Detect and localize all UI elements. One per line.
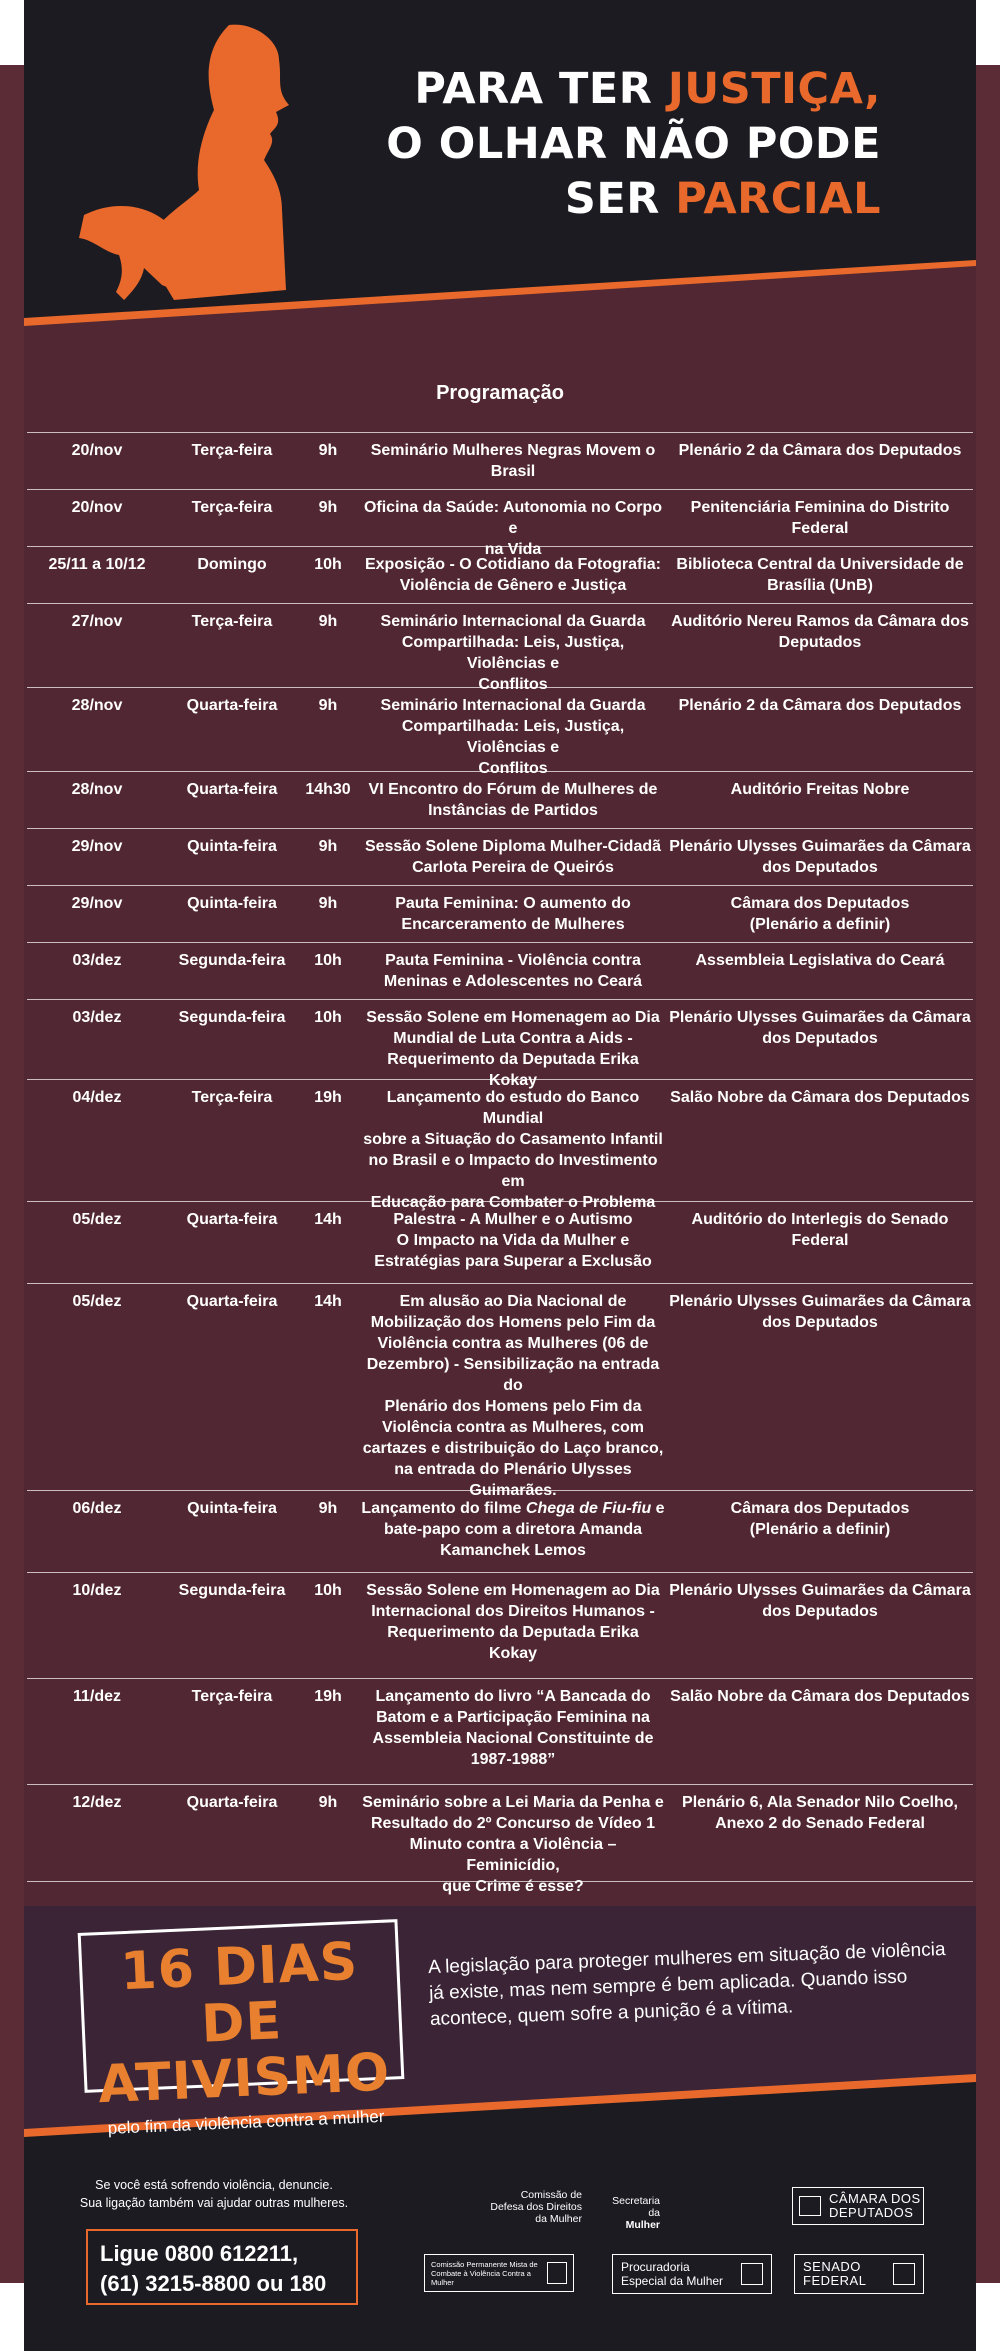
schedule-event: Sessão Solene em Homenagem ao Dia Internacional dos Direitos Humanos - Requerimento da Deputada Erika Kokay bbox=[366, 1582, 660, 1662]
hotline-number-1: 0800 612211, bbox=[158, 2241, 299, 2266]
schedule-date: 11/dez bbox=[72, 1688, 122, 1705]
badge-subtitle: pelo fim da violência contra a mulher bbox=[107, 2106, 385, 2138]
schedule-venue: Auditório Freitas Nobre bbox=[730, 781, 910, 798]
schedule-row bbox=[27, 1202, 973, 1284]
schedule-date: 29/nov bbox=[71, 895, 123, 912]
schedule-event: Lançamento do estudo do Banco Mundial sobre a Situação do Casamento Infantil no Brasil e o Impacto do Investimento em Educação para Combater o Problema bbox=[363, 1089, 663, 1211]
schedule-time: 9h bbox=[318, 613, 338, 630]
schedule-event: Oficina da Saúde: Autonomia no Corpo e na Vida bbox=[363, 499, 663, 558]
schedule-event: Pauta Feminina: O aumento do Encarceramento de Mulheres bbox=[395, 895, 631, 933]
schedule-date: 12/dez bbox=[72, 1794, 122, 1811]
schedule-venue: Plenário Ulysses Guimarães da Câmara dos Deputados bbox=[669, 838, 971, 876]
schedule-weekday: Terça-feira bbox=[191, 1688, 273, 1705]
logo-comissao-mista bbox=[424, 2254, 574, 2292]
schedule-time: 14h bbox=[314, 1293, 342, 1310]
schedule-row bbox=[27, 1679, 973, 1785]
schedule-time: 9h bbox=[318, 442, 338, 459]
schedule-venue: Câmara dos Deputados (Plenário a definir) bbox=[730, 895, 910, 933]
schedule-time: 9h bbox=[318, 838, 338, 855]
schedule-venue: Auditório Nereu Ramos da Câmara dos Deputados bbox=[671, 613, 969, 651]
logo-procuradoria-text: Procuradoria Especial da Mulher bbox=[621, 2260, 724, 2288]
program-title: Programação bbox=[436, 382, 564, 404]
help-line-1: Se você está sofrendo violência, denuncie. bbox=[95, 2178, 333, 2192]
schedule-event: VI Encontro do Fórum de Mulheres de Instâncias de Partidos bbox=[368, 781, 658, 819]
senado-emblem-icon bbox=[893, 2263, 915, 2285]
schedule-event bbox=[359, 1498, 667, 1572]
schedule-row bbox=[27, 1000, 973, 1089]
schedule-weekday: Segunda-feira bbox=[178, 952, 286, 969]
schedule-event-part: Lançamento do filme bbox=[361, 1500, 526, 1517]
schedule-row bbox=[27, 772, 973, 829]
schedule-event: Seminário Internacional da Guarda Compartilhada: Leis, Justiça, Violências e Conflitos bbox=[380, 613, 646, 693]
schedule-weekday: Terça-feira bbox=[191, 442, 273, 459]
help-line-2: Sua ligação também vai ajudar outras mulheres. bbox=[79, 2196, 349, 2210]
hotline-box bbox=[86, 2229, 358, 2305]
schedule-event: Pauta Feminina - Violência contra Meninas e Adolescentes no Ceará bbox=[383, 952, 643, 990]
schedule-row bbox=[27, 1573, 973, 1679]
campaign-message: A legislação para proteger mulheres em situação de violência já existe, mas nem sempre é bem aplicada. Quando isso acontece, quem sofre a punição é a vítima. bbox=[427, 1939, 946, 2031]
schedule-time: 9h bbox=[318, 895, 338, 912]
hotline-call-label: Ligue bbox=[100, 2241, 159, 2266]
schedule-weekday: Quarta-feira bbox=[186, 1211, 278, 1228]
schedule-venue: Assembleia Legislativa do Ceará bbox=[695, 952, 945, 969]
schedule-venue: Biblioteca Central da Universidade de Brasília (UnB) bbox=[676, 556, 964, 594]
logo-procuradoria-mulher bbox=[612, 2254, 772, 2294]
schedule-venue: Auditório do Interlegis do Senado Federal bbox=[691, 1211, 949, 1249]
schedule-venue: Câmara dos Deputados (Plenário a definir) bbox=[730, 1500, 910, 1538]
logo-secretaria-line2: Mulher bbox=[625, 2219, 660, 2231]
schedule-row bbox=[27, 604, 973, 693]
schedule-row bbox=[27, 1491, 973, 1573]
schedule-venue: Plenário Ulysses Guimarães da Câmara dos Deputados bbox=[669, 1009, 971, 1047]
schedule-row bbox=[27, 1785, 973, 1895]
badge-title-line2: ATIVISMO bbox=[96, 2042, 392, 2116]
campaign-footer bbox=[24, 1906, 976, 2351]
headline-line3-a: SER bbox=[564, 174, 676, 224]
logo-camara-deputados bbox=[792, 2187, 924, 2225]
schedule-time: 9h bbox=[318, 1500, 338, 1517]
schedule-venue: Plenário 2 da Câmara dos Deputados bbox=[678, 697, 962, 714]
schedule-event-film-title: Chega de Fiu-fiu bbox=[525, 1500, 652, 1517]
schedule-date: 05/dez bbox=[72, 1293, 122, 1310]
side-band-right bbox=[976, 65, 1000, 2283]
schedule-row bbox=[27, 490, 973, 558]
headline bbox=[321, 62, 881, 227]
logo-senado-text: SENADO FEDERAL bbox=[803, 2259, 867, 2288]
logo-camara-text: CÂMARA DOS DEPUTADOS bbox=[829, 2191, 921, 2220]
schedule-time: 19h bbox=[314, 1089, 342, 1106]
schedule-weekday: Quarta-feira bbox=[186, 697, 278, 714]
schedule-date: 10/dez bbox=[72, 1582, 122, 1599]
logo-comissao-defesa-mulher: Comissão de Defesa dos Direitos da Mulher bbox=[490, 2189, 582, 2225]
schedule-row bbox=[27, 688, 973, 777]
schedule-row bbox=[27, 1284, 973, 1499]
schedule-event: Lançamento do livro “A Bancada do Batom e a Participação Feminina na Assembleia Nacional Constituinte de 1987-1988” bbox=[372, 1688, 654, 1768]
badge-title-line1: 16 DIAS DE bbox=[119, 1931, 360, 2055]
schedule-date: 06/dez bbox=[72, 1500, 122, 1517]
schedule-date: 04/dez bbox=[72, 1089, 122, 1106]
procuradoria-emblem-icon bbox=[741, 2263, 763, 2285]
schedule-row bbox=[27, 1080, 973, 1211]
schedule-date: 03/dez bbox=[72, 1009, 122, 1026]
schedule-weekday: Quarta-feira bbox=[186, 781, 278, 798]
schedule-time: 14h bbox=[314, 1211, 342, 1228]
schedule-event: Exposição - O Cotidiano da Fotografia: Violência de Gênero e Justiça bbox=[364, 556, 661, 594]
sixteen-days-badge bbox=[78, 1919, 405, 2138]
schedule-event: Em alusão ao Dia Nacional de Mobilização dos Homens pelo Fim da Violência contra as Mulheres (06 de Dezembro) - Sensibilização na entrada do Plenário dos Homens pelo Fim da Violência contra as Mulheres, com cartazes e distribuição do Laço branco, na entrada do Plenário Ulysses Guimarães. bbox=[362, 1293, 664, 1499]
schedule-venue: Salão Nobre da Câmara dos Deputados bbox=[670, 1089, 970, 1106]
schedule-weekday: Quinta-feira bbox=[187, 1500, 277, 1517]
schedule-venue: Plenário 2 da Câmara dos Deputados bbox=[678, 442, 962, 459]
schedule-event: Seminário Internacional da Guarda Compartilhada: Leis, Justiça, Violências e Conflitos bbox=[380, 697, 646, 777]
schedule-date: 28/nov bbox=[71, 781, 123, 798]
cmcvm-emblem-icon bbox=[547, 2262, 567, 2284]
logo-secretaria-line1: Secretaria da bbox=[612, 2195, 660, 2219]
hotline-number-2: (61) 3215-8800 ou 180 bbox=[100, 2271, 327, 2296]
logo-secretaria-mulher bbox=[600, 2195, 660, 2231]
schedule-time: 9h bbox=[318, 1794, 338, 1811]
schedule-time: 9h bbox=[318, 499, 338, 516]
schedule-row bbox=[27, 943, 973, 1000]
schedule-weekday: Domingo bbox=[197, 556, 267, 573]
schedule-time: 10h bbox=[314, 952, 342, 969]
schedule-date: 29/nov bbox=[71, 838, 123, 855]
schedule-event: Sessão Solene Diploma Mulher-Cidadã Carlota Pereira de Queirós bbox=[364, 838, 662, 876]
schedule-weekday: Quinta-feira bbox=[187, 838, 277, 855]
schedule-weekday: Quarta-feira bbox=[186, 1293, 278, 1310]
schedule-weekday: Terça-feira bbox=[191, 613, 273, 630]
headline-line1-a: PARA TER bbox=[414, 64, 668, 114]
schedule-time: 10h bbox=[314, 1009, 342, 1026]
headline-line1-b: JUSTIÇA, bbox=[667, 64, 881, 114]
schedule-date: 28/nov bbox=[71, 697, 123, 714]
schedule-row bbox=[27, 886, 973, 943]
schedule-venue: Salão Nobre da Câmara dos Deputados bbox=[670, 1688, 970, 1705]
schedule-date: 27/nov bbox=[71, 613, 123, 630]
schedule-date: 20/nov bbox=[71, 442, 123, 459]
side-band-left bbox=[0, 65, 24, 2283]
schedule-weekday: Quinta-feira bbox=[187, 895, 277, 912]
schedule-row bbox=[27, 829, 973, 886]
schedule-row bbox=[27, 547, 973, 604]
schedule-row bbox=[27, 433, 973, 490]
schedule-time: 10h bbox=[314, 556, 342, 573]
schedule-time: 14h30 bbox=[305, 781, 351, 798]
schedule-weekday: Segunda-feira bbox=[178, 1009, 286, 1026]
schedule-event-part: e bate-papo com a diretora Amanda Kamanchek Lemos bbox=[383, 1500, 665, 1559]
logo-senado-federal bbox=[794, 2254, 924, 2294]
schedule-weekday: Quarta-feira bbox=[186, 1794, 278, 1811]
schedule-weekday: Segunda-feira bbox=[178, 1582, 286, 1599]
schedule-time: 19h bbox=[314, 1688, 342, 1705]
schedule-event: Seminário Mulheres Negras Movem o Brasil bbox=[370, 442, 656, 480]
schedule-event: Sessão Solene em Homenagem ao Dia Mundial de Luta Contra a Aids - Requerimento da Deputada Erika Kokay bbox=[366, 1009, 660, 1089]
schedule-weekday: Terça-feira bbox=[191, 499, 273, 516]
schedule-date: 05/dez bbox=[72, 1211, 122, 1228]
headline-line3-b: PARCIAL bbox=[675, 174, 881, 224]
schedule-date: 25/11 a 10/12 bbox=[48, 556, 146, 573]
schedule-venue: Penitenciária Feminina do Distrito Federal bbox=[690, 499, 950, 537]
schedule-weekday: Terça-feira bbox=[191, 1089, 273, 1106]
schedule-date: 03/dez bbox=[72, 952, 122, 969]
schedule-date: 20/nov bbox=[71, 499, 123, 516]
schedule-venue: Plenário 6, Ala Senador Nilo Coelho, Anexo 2 do Senado Federal bbox=[682, 1794, 958, 1832]
program-table bbox=[27, 432, 973, 1895]
schedule-venue: Plenário Ulysses Guimarães da Câmara dos Deputados bbox=[669, 1582, 971, 1620]
camara-emblem-icon bbox=[799, 2196, 821, 2216]
schedule-venue: Plenário Ulysses Guimarães da Câmara dos Deputados bbox=[669, 1293, 971, 1331]
poster-sheet bbox=[24, 0, 976, 2351]
logo-cmcvm-text: Comissão Permanente Mista de Combate à Violência Contra a Mulher bbox=[431, 2259, 538, 2287]
headline-line2: O OLHAR NÃO PODE bbox=[386, 119, 881, 169]
help-message bbox=[64, 2176, 364, 2212]
schedule-event: Seminário sobre a Lei Maria da Penha e Resultado do 2º Concurso de Vídeo 1 Minuto contra a Violência – Feminicídio, que Crime é esse? bbox=[362, 1794, 664, 1895]
schedule-event: Palestra - A Mulher e o Autismo O Impacto na Vida da Mulher e Estratégias para Superar a Exclusão bbox=[374, 1211, 652, 1270]
header-banner bbox=[24, 0, 976, 335]
schedule-time: 10h bbox=[314, 1582, 342, 1599]
schedule-time: 9h bbox=[318, 697, 338, 714]
